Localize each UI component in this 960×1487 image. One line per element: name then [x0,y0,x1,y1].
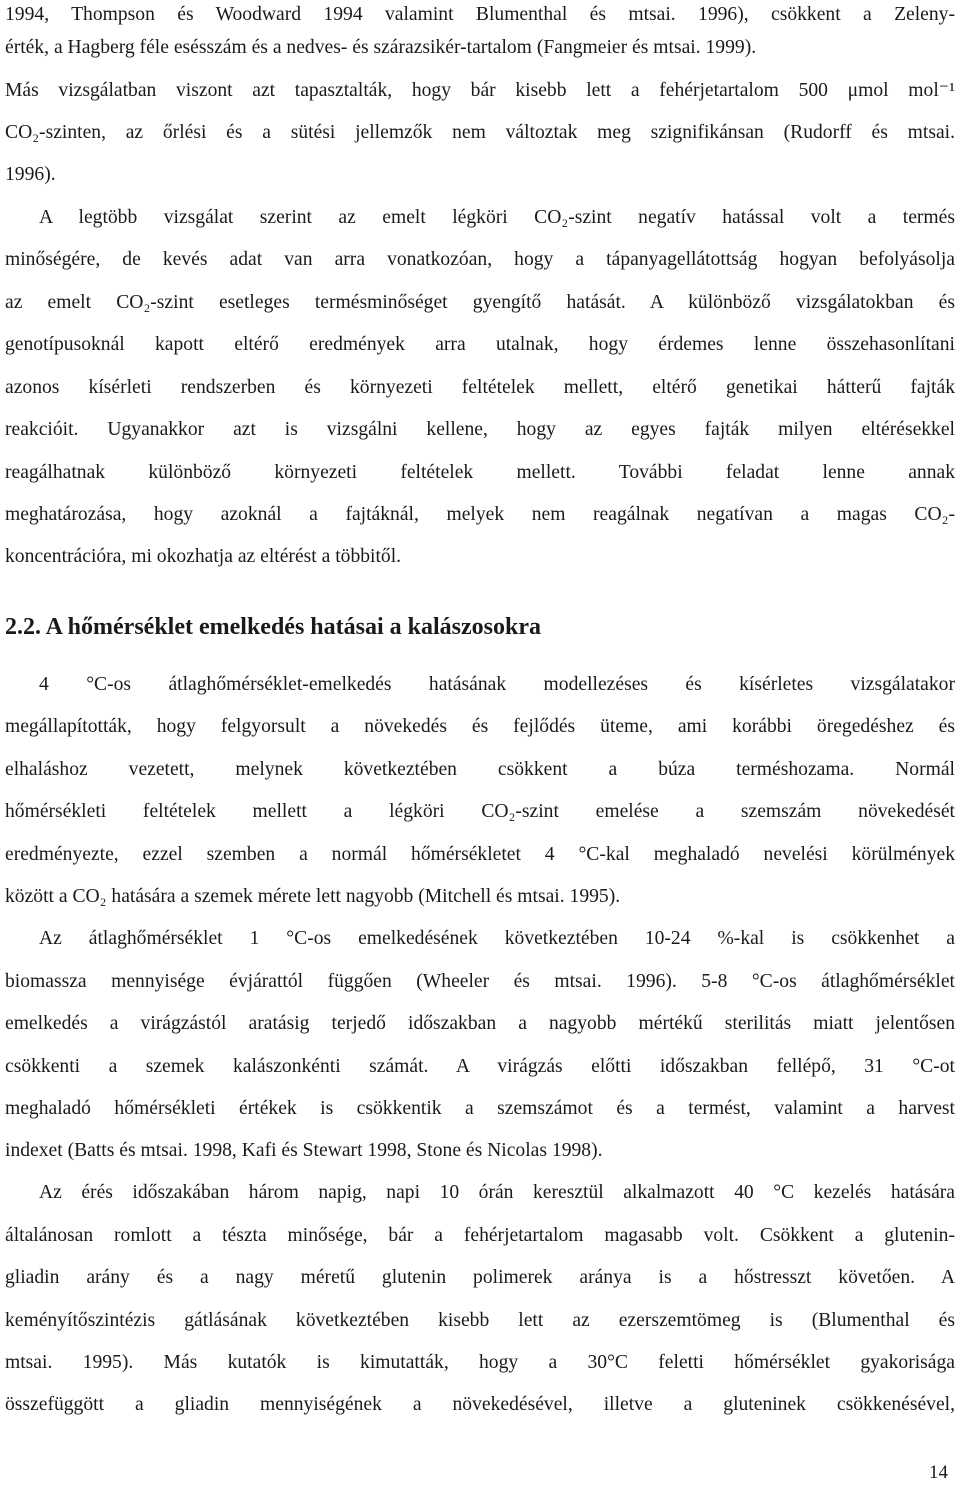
text-line: megállapították, hogy felgyorsult a növekedés és fejlődés üteme, ami korábbi öregedéshez és [5,716,955,737]
text-line: keményítőszintézis gátlásának következtében kisebb lett az ezerszemtömeg is (Blumenthal és [5,1310,955,1331]
text-line: az emelt CO₂-szint esetleges termésminőséget gyengítő hatását. A különböző vizsgálatokban és [5,292,955,313]
text-line: reakcióit. Ugyanakkor azt is vizsgálni kellene, hogy az egyes fajták milyen eltérésekkel [5,419,955,440]
text-line: elhaláshoz vezetett, melynek következtében csökkent a búza terméshozama. Normál [5,759,955,780]
text-line: mtsai. 1995). Más kutatók is kimutatták, hogy a 30°C feletti hőmérséklet gyakorisága [5,1352,955,1373]
text-line: biomassza mennyisége évjárattól függően (Wheeler és mtsai. 1996). 5-8 °C-os átlaghőmérséklet [5,971,955,992]
text-line: Más vizsgálatban viszont azt tapasztalták, hogy bár kisebb lett a fehérjetartalom 500 μmol mol⁻¹ [5,80,955,101]
text-line: összefüggött a gliadin mennyiségének a növekedésével, illetve a gluteninek csökkenésével, [5,1394,955,1415]
text-line: érték, a Hagberg féle esésszám és a nedves- és szárazsikér-tartalom (Fangmeier és mtsai. 1999). [5,37,757,58]
text-line: 1996). [5,164,56,185]
text-line: 1994, Thompson és Woodward 1994 valamint Blumenthal és mtsai. 1996), csökkent a Zeleny- [5,4,955,25]
text-line: meghaladó hőmérsékleti értékek is csökkentik a szemszámot és a termést, valamint a harvest [5,1098,955,1119]
text-line: azonos kísérleti rendszerben és környezeti feltételek mellett, eltérő genetikai hátterű fajták [5,377,955,398]
text-line: között a CO₂ hatására a szemek mérete lett nagyobb (Mitchell és mtsai. 1995). [5,886,621,907]
text-line: CO₂-szinten, az őrlési és a sütési jellemzők nem változtak meg szignifikánsan (Rudorff és mtsai. [5,122,955,143]
text-line: meghatározása, hogy azoknál a fajtáknál, melyek nem reagálnak negatívan a magas CO₂- [5,504,955,525]
text-line: eredményezte, ezzel szemben a normál hőmérsékletet 4 °C-kal meghaladó nevelési körülmények [5,844,955,865]
text-line: emelkedés a virágzástól aratásig terjedő időszakban a nagyobb mértékű sterilitás miatt jelentősen [5,1013,955,1034]
text-line: hőmérsékleti feltételek mellett a légköri CO₂-szint emelése a szemszám növekedését [5,801,955,822]
text-line: indexet (Batts és mtsai. 1998, Kafi és Stewart 1998, Stone és Nicolas 1998). [5,1140,603,1161]
text-line: reagálhatnak különböző környezeti feltételek mellett. További feladat lenne annak [5,462,955,483]
text-line: 4 °C-os átlaghőmérséklet-emelkedés hatásának modellezéses és kísérletes vizsgálatakor [39,674,955,695]
text-line: csökkenti a szemek kalászonkénti számát. A virágzás előtti időszakban fellépő, 31 °C-ot [5,1056,955,1077]
text-line: genotípusoknál kapott eltérő eredmények arra utalnak, hogy érdemes lenne összehasonlítani [5,334,955,355]
section-heading: 2.2. A hőmérséklet emelkedés hatásai a kalászosokra [5,614,541,640]
text-line: általánosan romlott a tészta minősége, bár a fehérjetartalom magasabb volt. Csökkent a glutenin- [5,1225,955,1246]
text-line: gliadin arány és a nagy méretű glutenin polimerek aránya is a hőstresszt követően. A [5,1267,955,1288]
text-line: A legtöbb vizsgálat szerint az emelt légköri CO₂-szint negatív hatással volt a termés [39,207,955,228]
text-line: koncentrációra, mi okozhatja az eltérést a többitől. [5,546,402,567]
text-line: minőségére, de kevés adat van arra vonatkozóan, hogy a tápanyagellátottság hogyan befolyásolja [5,249,955,270]
text-line: Az átlaghőmérséklet 1 °C-os emelkedésének következtében 10-24 %-kal is csökkenhet a [39,928,955,949]
page-number: 14 [929,1462,948,1483]
text-line: Az érés időszakában három napig, napi 10 órán keresztül alkalmazott 40 °C kezelés hatására [39,1182,955,1203]
